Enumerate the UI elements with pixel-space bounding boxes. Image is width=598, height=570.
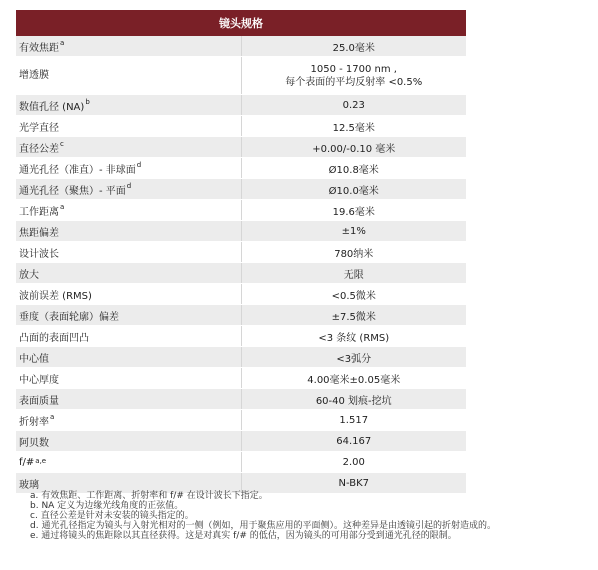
spec-value: ±7.5微米 [331, 311, 376, 323]
footnote-item [30, 511, 590, 521]
spec-value-cell [241, 57, 466, 95]
spec-label: 增透膜 [19, 70, 49, 81]
spec-label: 直径公差 [19, 143, 59, 155]
spec-label: 折射率 [19, 416, 49, 428]
spec-label-cell [16, 242, 241, 263]
spec-value-cell [241, 242, 466, 263]
table-row [16, 116, 466, 137]
footnote-ref: a [50, 412, 55, 421]
spec-label: 通光孔径（聚焦）- 平面 [19, 185, 126, 197]
spec-value-cell [241, 200, 466, 221]
spec-value-cell [241, 389, 466, 410]
spec-value: 25.0毫米 [332, 42, 375, 54]
spec-label-cell [16, 200, 241, 221]
footnote-ref: a [60, 202, 65, 211]
table-title: 镜头规格 [16, 10, 466, 36]
table-row [16, 452, 466, 473]
footnote-text: 直径公差是针对未安装的镜头指定的。 [40, 511, 194, 521]
spec-label: 波前误差 (RMS) [19, 290, 92, 302]
spec-label: 放大 [19, 269, 39, 281]
spec-value-line2: 每个表面的平均反射率 <0.5% [285, 76, 423, 88]
spec-value: 19.6毫米 [332, 206, 375, 218]
spec-label-cell [16, 95, 241, 116]
footnote-text: 通过将镜头的焦距除以其直径获得。这是对真实 f/# 的低估，因为镜头的可用部分受到通光孔径的限制。 [41, 531, 457, 541]
table-row [16, 137, 466, 158]
table-row [16, 263, 466, 284]
lens-spec-table [16, 10, 466, 494]
spec-label-cell [16, 158, 241, 179]
footnote-ref: d [126, 181, 132, 190]
spec-label: 数值孔径 (NA) [19, 101, 85, 113]
spec-value-cell [241, 158, 466, 179]
footnote-ref: d [136, 160, 142, 169]
spec-value-cell [241, 431, 466, 452]
footnote-item [30, 491, 590, 501]
footnote-text: 通光孔径指定为镜头与入射光相对的一侧（例如，用于聚焦应用的平面侧）。这种差异是由透镜引起的折射造成的。 [41, 521, 496, 531]
spec-label: 凸面的表面凹凸 [19, 332, 89, 344]
spec-label-cell [16, 410, 241, 431]
footnote-marker: e. [30, 531, 39, 541]
spec-label: 有效焦距 [19, 42, 59, 54]
footnote-item [30, 531, 590, 541]
spec-value: 1.517 [339, 414, 369, 426]
spec-label-cell [16, 389, 241, 410]
footnote-ref: a [60, 38, 65, 47]
table-row [16, 36, 466, 57]
table-row [16, 95, 466, 116]
spec-label: 焦距偏差 [19, 227, 59, 239]
spec-value-cell [241, 137, 466, 158]
footnote-marker: a. [30, 491, 39, 501]
footnote-item [30, 521, 590, 531]
footnote-text: 有效焦距、工作距离、折射率和 f/# 在设计波长下指定。 [41, 491, 268, 501]
spec-value-cell [241, 36, 466, 57]
spec-value-cell [241, 410, 466, 431]
table-row [16, 284, 466, 305]
spec-value: Ø10.0毫米 [328, 185, 379, 197]
spec-label-cell [16, 36, 241, 57]
spec-value-cell [241, 452, 466, 473]
footnote-text: NA 定义为边缘光线角度的正弦值。 [41, 501, 184, 511]
spec-value-cell [241, 221, 466, 242]
spec-label-cell [16, 137, 241, 158]
spec-value: ±1% [341, 225, 366, 237]
spec-label: f/# [19, 456, 35, 468]
spec-value-cell [241, 116, 466, 137]
spec-value: 0.23 [342, 99, 365, 111]
spec-label: 中心值 [19, 353, 49, 365]
spec-label: 垂度（表面轮廓）偏差 [19, 311, 119, 323]
spec-value: +0.00/-0.10 毫米 [312, 143, 396, 155]
table-row [16, 305, 466, 326]
spec-label-cell [16, 431, 241, 452]
spec-label-cell [16, 305, 241, 326]
footnote-ref: c [60, 139, 64, 148]
spec-label-cell [16, 452, 241, 473]
spec-label-cell [16, 221, 241, 242]
footnote-ref: a,e [35, 456, 47, 465]
spec-label: 工作距离 [19, 206, 59, 218]
table-row [16, 200, 466, 221]
table-header-row [16, 10, 466, 36]
spec-label-cell [16, 263, 241, 284]
spec-value: 60-40 划痕-挖坑 [315, 395, 392, 407]
table-row [16, 179, 466, 200]
footnote-ref: b [85, 97, 90, 106]
spec-value: Ø10.8毫米 [328, 164, 379, 176]
table-row [16, 431, 466, 452]
spec-label: 光学直径 [19, 122, 59, 134]
spec-value-cell [241, 284, 466, 305]
spec-value-cell [241, 263, 466, 284]
spec-value-cell [241, 347, 466, 368]
spec-label-cell [16, 284, 241, 305]
table-row [16, 242, 466, 263]
spec-value: N-BK7 [338, 477, 369, 489]
spec-label: 中心厚度 [19, 374, 59, 386]
spec-value-cell [241, 305, 466, 326]
spec-value-cell [241, 326, 466, 347]
footnote-marker: c. [30, 511, 38, 521]
spec-label-cell [16, 179, 241, 200]
spec-value: 64.167 [336, 435, 372, 447]
table-row [16, 57, 466, 95]
footnote-item [30, 501, 590, 511]
spec-label-cell [16, 368, 241, 389]
table-row [16, 389, 466, 410]
spec-label: 阿贝数 [19, 437, 49, 449]
spec-label-cell [16, 57, 241, 95]
spec-label-cell [16, 347, 241, 368]
table-body [16, 36, 466, 494]
spec-label: 通光孔径（准直）- 非球面 [19, 164, 136, 176]
footnote-marker: b. [30, 501, 39, 511]
spec-label-cell [16, 326, 241, 347]
spec-value: 780纳米 [334, 248, 374, 260]
spec-value: <0.5微米 [331, 290, 376, 302]
table-row [16, 368, 466, 389]
table-row [16, 326, 466, 347]
spec-value-cell [241, 368, 466, 389]
spec-value: <3弧分 [336, 353, 372, 365]
table-row [16, 221, 466, 242]
spec-value: 4.00毫米±0.05毫米 [307, 374, 401, 386]
spec-label: 表面质量 [19, 395, 59, 407]
spec-value: <3 条纹 (RMS) [318, 332, 390, 344]
footnotes [30, 491, 590, 541]
table-row [16, 158, 466, 179]
table-row [16, 347, 466, 368]
spec-value: 无限 [343, 269, 364, 281]
footnote-marker: d. [30, 521, 39, 531]
spec-label: 玻璃 [19, 479, 39, 491]
spec-value-cell [241, 95, 466, 116]
spec-value: 2.00 [342, 456, 365, 468]
spec-label: 设计波长 [19, 248, 59, 260]
spec-value: 12.5毫米 [332, 122, 375, 134]
spec-label-cell [16, 116, 241, 137]
table-row [16, 410, 466, 431]
spec-value: 1050 - 1700 nm , [310, 63, 397, 75]
spec-value-cell [241, 179, 466, 200]
